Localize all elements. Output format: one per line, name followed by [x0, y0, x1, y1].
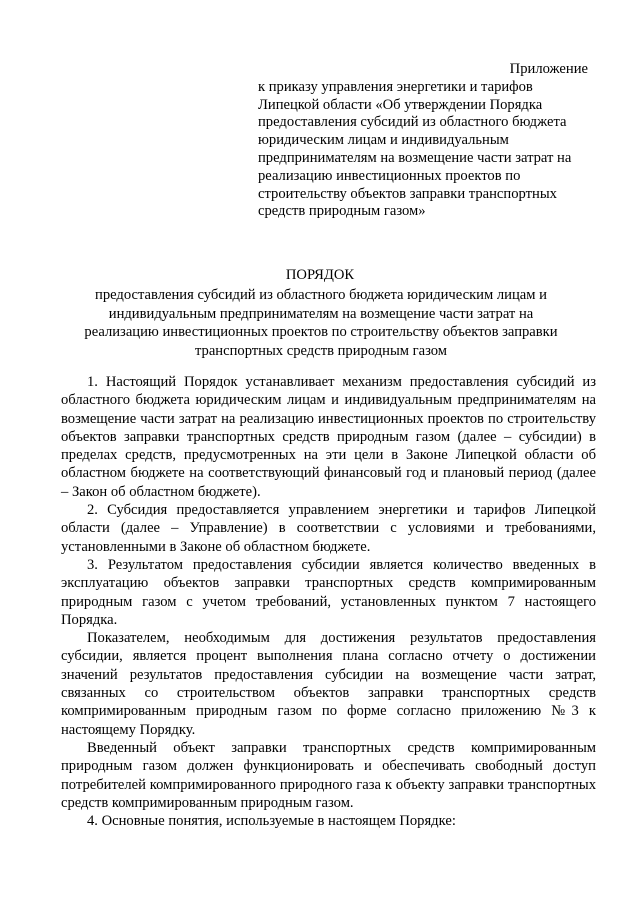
paragraph-4: 4. Основные понятия, используемые в настоящем Порядке:	[87, 813, 456, 830]
paragraph-indicator: Показателем, необходимым для достижения результатов предоставления субсидии, является процент выполнения плана согласно отчету о достижении значений результатов предоставления субсидии на возмещение части затрат, связанных со строительством объектов заправки транспортных средств компримированным природным газом по форме согласно приложению №3 к настоящему Порядку.	[61, 630, 596, 738]
paragraph-1: 1. Настоящий Порядок устанавливает механизм предоставления субсидий из областного бюджета юридическим лицам и индивидуальным предпринимателям на возмещение части затрат на реализацию инвестиционных проектов по строительству объектов заправки транспортных средств природным газом (далее – субсидии) в пределах средств, предусмотренных на эти цели в Законе Липецкой области об областном бюджете на соответствующий финансовый год и плановый период (далее – Закон об областном бюджете).	[61, 374, 596, 500]
paragraph-2: 2. Субсидия предоставляется управлением энергетики и тарифов Липецкой области (далее – Управление) в соответствии с условиями и требованиями, установленными в Законе об областном бюджете.	[61, 502, 596, 555]
appendix-text: к приказу управления энергетики и тарифов Липецкой области «Об утверждении Порядка предоставления субсидий из областного бюджета юридическим лицам и индивидуальным предпринимателям на возмещение части затрат на реализацию инвестиционных проектов по строительству объектов заправки транспортных средств природным газом»	[258, 78, 572, 220]
paragraph-object: Введенный объект заправки транспортных средств компримированным природным газом должен функционировать и обеспечивать свободный доступ потребителей компримированного природного газа к объекту заправки транспортных средств компримированным природным газом.	[61, 739, 596, 811]
paragraph-3: 3. Результатом предоставления субсидии является количество введенных в эксплуатацию объектов заправки транспортных средств компримированным природным газом с учетом требований, установленных пунктом 7 настоящего Порядка.	[61, 556, 596, 628]
document-title: ПОРЯДОК	[285, 267, 355, 283]
document-body	[61, 373, 596, 830]
appendix-title: Приложение	[509, 61, 588, 77]
appendix-block	[258, 61, 588, 221]
document-subtitle: предоставления субсидий из областного бюджета юридическим лицам и индивидуальным предпринимателям на возмещение части затрат на реализацию инвестиционных проектов по строительству объектов заправки транспортных средств природным газом	[84, 287, 558, 359]
